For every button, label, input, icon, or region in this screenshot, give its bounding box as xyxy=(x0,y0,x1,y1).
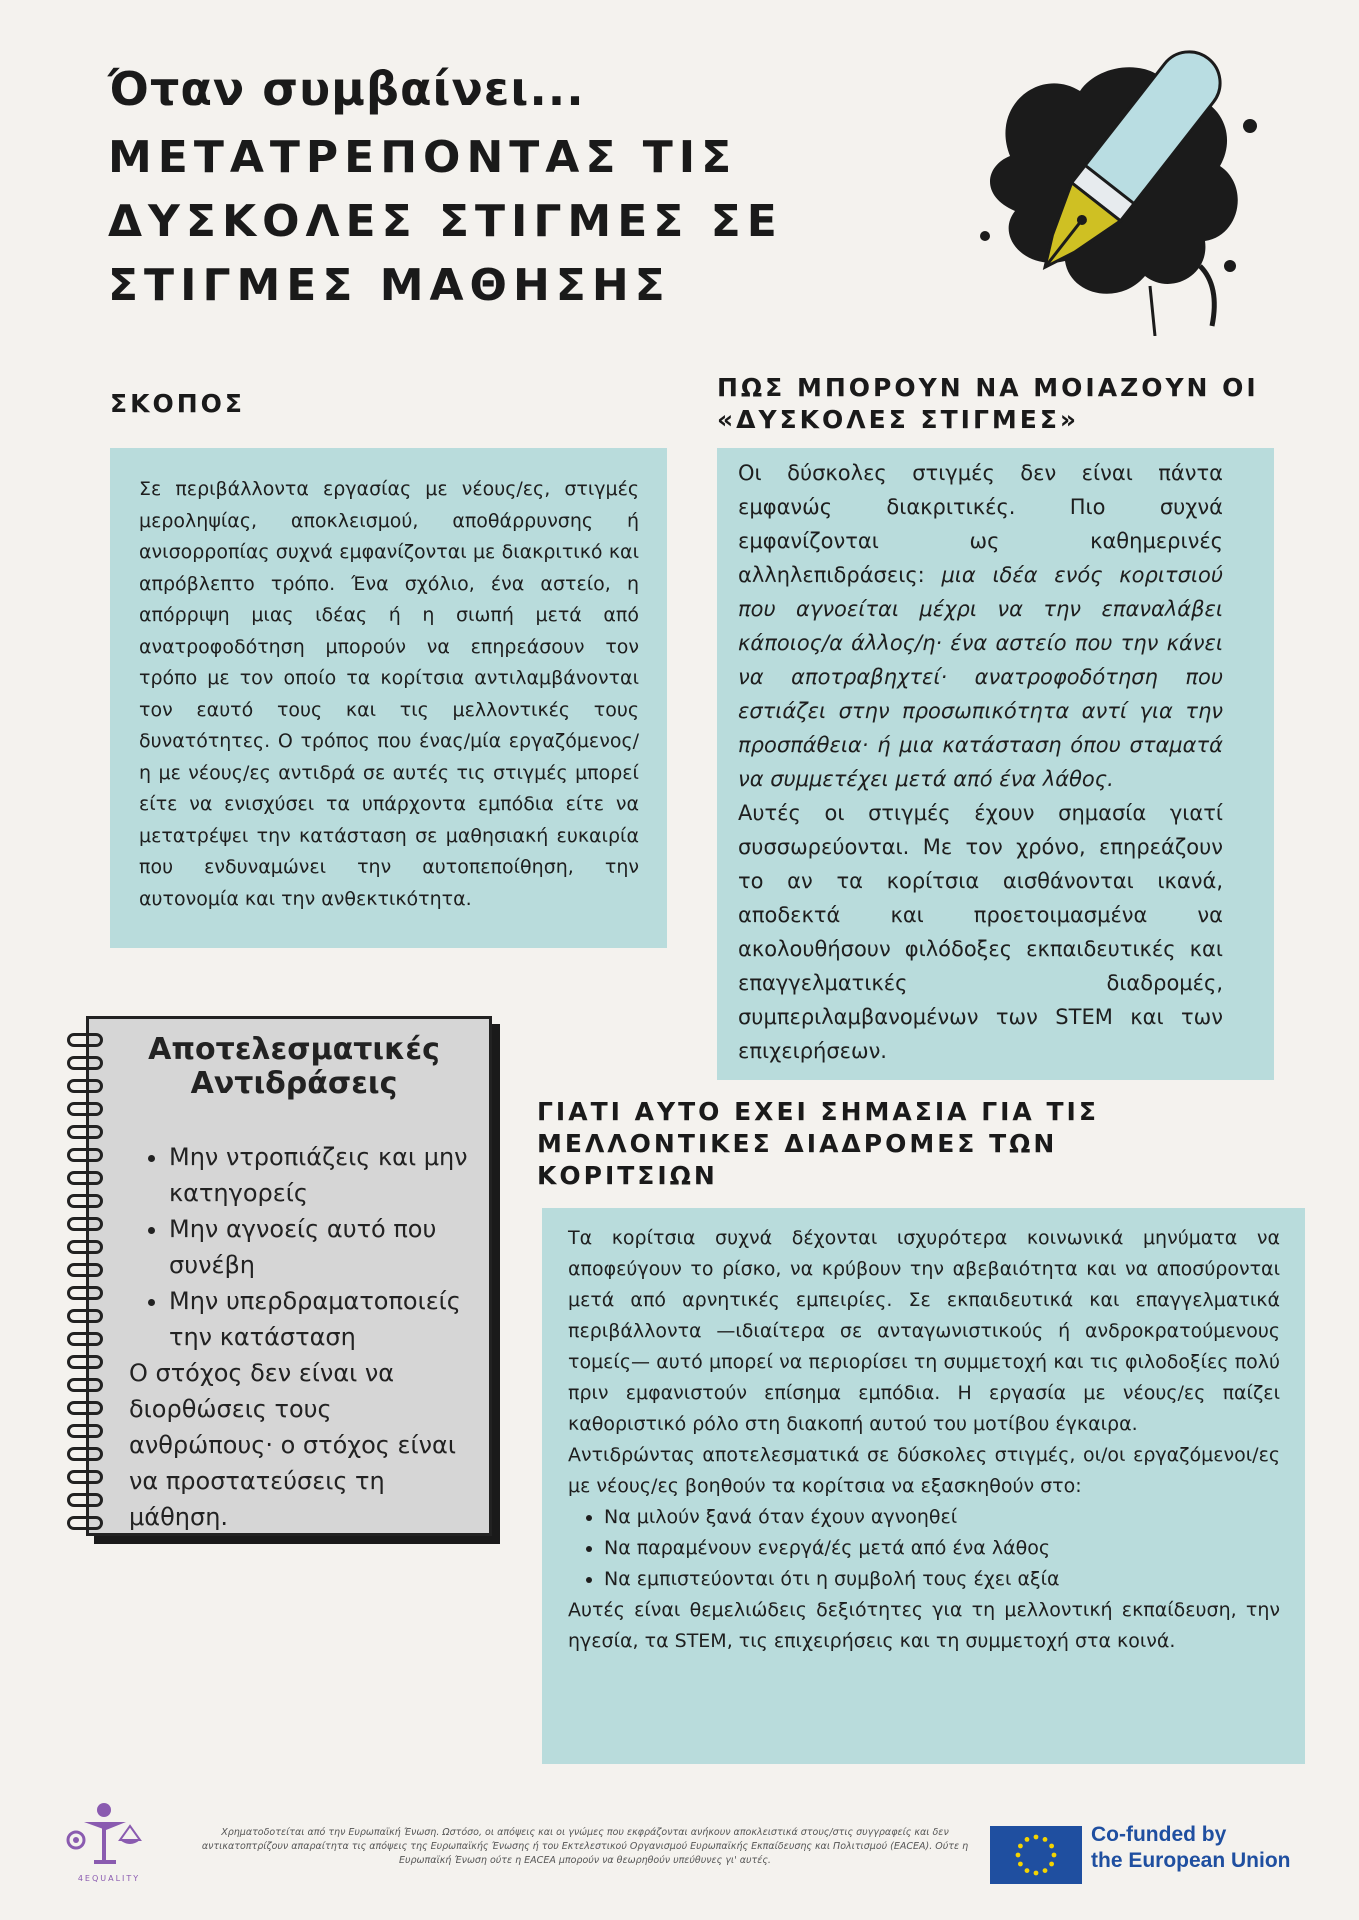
list-item: • Να εμπιστεύονται ότι η συμβολή τους έχει αξία xyxy=(604,1564,1280,1595)
fountain-pen-ink-splash-icon xyxy=(950,36,1280,336)
list-item: • Μην αγνοείς αυτό που συνέβη xyxy=(169,1211,479,1283)
why-panel xyxy=(542,1208,1305,1764)
purpose-text: Σε περιβάλλοντα εργασίας με νέους/ες, στιγμές μεροληψίας, αποκλεισμού, αποθάρρυνσης ή ανισορροπίας συχνά εμφανίζονται με διακριτικό και απρόβλεπτο τρόπο. Ένα σχόλιο, ένα αστείο, η απόρριψη μιας ιδέας ή η σιωπή μετά από ανατροφοδότηση μπορούν να επηρεάσουν τον τρόπο με τον οποίο τα κορίτσια αντιλαμβάνονται τον εαυτό τους και τις μελλοντικές τους δυνατότητες. Ο τρόπος που ένας/μία εργαζόμενος/η με νέους/ες αντιδρά σε αυτές τις στιγμές μπορεί είτε να ενισχύσει τα υπάρχοντα εμπόδια είτε να μετατρέψει την κατάσταση σε μαθησιακή ευκαιρία που ενδυναμώνει την αυτοπεποίθηση, την αυτονομία και την ανθεκτικότητα. xyxy=(139,478,639,910)
page-title: ΜΕΤΑΤΡΕΠΟΝΤΑΣ ΤΙΣ ΔΥΣΚΟΛΕΣ ΣΤΙΓΜΕΣ ΣΕ ΣΤΙΓΜΕΣ ΜΑΘΗΣΗΣ xyxy=(108,132,783,311)
moments-text2: Αυτές οι στιγμές έχουν σημασία γιατί συσσωρεύονται. Με τον χρόνο, επηρεάζουν το αν τα κορίτσια αισθάνονται ικανά, αποδεκτά και προετοιμασμένα να ακολουθήσουν φιλόδοξες εκπαιδευτικές και επαγγελματικές διαδρομές, συμπεριλαμβανομένων των STEM και των επιχειρήσεων. xyxy=(738,801,1223,1063)
moments-intro: Οι δύσκολες στιγμές δεν είναι πάντα εμφανώς διακριτικές. Πιο συχνά εμφανίζονται ως καθημερινές αλληλεπιδράσεις: xyxy=(738,461,1223,587)
subtitle: Όταν συμβαίνει... xyxy=(108,62,585,116)
notebook-title: Αποτελεσματικές Αντιδράσεις xyxy=(148,1032,440,1101)
effective-responses-notebook xyxy=(86,1016,492,1536)
logo-text: 4EQUALITY xyxy=(77,1874,141,1883)
responses-list xyxy=(129,1139,479,1355)
list-item: • Μην υπερδραματοποιείς την κατάσταση xyxy=(169,1283,479,1355)
notebook-body xyxy=(129,1139,479,1535)
list-item: • Να μιλούν ξανά όταν έχουν αγνοηθεί xyxy=(604,1502,1280,1533)
purpose-panel xyxy=(110,448,667,948)
responses-closing: Ο στόχος δεν είναι να διορθώσεις τους ανθρώπους· ο στόχος είναι να προστατεύσεις τη μάθηση. xyxy=(129,1359,456,1531)
why-text1: Τα κορίτσια συχνά δέχονται ισχυρότερα κοινωνικά μηνύματα να αποφεύγουν το ρίσκο, να κρύβουν την αβεβαιότητα και να αποσύρονται μετά από αρνητικές εμπειρίες. Σε εκπαιδευτικά και επαγγελματικά περιβάλλοντα —ιδιαίτερα σε ανταγωνιστικούς ή ανδροκρατούμενους τομείς— αυτό μπορεί να περιορίσει τη συμμετοχή και τις φιλοδοξίες πολύ πριν εμφανιστούν επίσημα εμπόδια. Η εργασία με νέους/ες παίζει καθοριστικό ρόλο στη διακοπή αυτού του μοτίβου έγκαιρα. xyxy=(568,1227,1280,1435)
list-item: • Να παραμένουν ενεργά/ές μετά από ένα λάθος xyxy=(604,1533,1280,1564)
eu-line1: Co-funded by xyxy=(1091,1823,1227,1846)
moments-examples: μια ιδέα ενός κοριτσιού που αγνοείται μέχρι να την επαναλάβει κάποιος/α άλλος/η· ένα αστείο που την κάνει να αποτραβηχτεί· ανατροφοδότηση που εστιάζει στην προσωπικότητα αντί για την προσπάθεια· ή μια κατάσταση όπου σταματά να συμμετέχει μετά από ένα λάθος. xyxy=(738,563,1223,791)
eu-flag-icon xyxy=(990,1826,1082,1884)
section-heading-why: ΓΙΑΤΙ ΑΥΤΟ ΕΧΕΙ ΣΗΜΑΣΙΑ ΓΙΑ ΤΙΣ ΜΕΛΛΟΝΤΙΚΕΣ ΔΙΑΔΡΟΜΕΣ ΤΩΝ ΚΟΡΙΤΣΙΩΝ xyxy=(537,1097,1099,1190)
section-heading-purpose: ΣΚΟΠΟΣ xyxy=(110,389,245,418)
disclaimer: Χρηματοδοτείται από την Ευρωπαϊκή Ένωση. Ωστόσο, οι απόψεις και οι γνώμες που εκφράζονται ανήκουν αποκλειστικά στους/στις συγγραφείς και δεν αντικατοπτρίζουν απαραίτητα τις απόψεις της Ευρωπαϊκής Ένωσης ή του Εκτελεστικού Οργανισμού Ευρωπαϊκής Εκπαίδευσης και Πολιτισμού (EACEA). Ούτε η Ευρωπαϊκή Ένωση ούτε η EACEA μπορούν να θεωρηθούν υπεύθυνες γι' αυτές. xyxy=(201,1827,969,1866)
why-list xyxy=(568,1502,1280,1595)
moments-text xyxy=(738,456,1223,796)
eu-cofunded-label xyxy=(1091,1822,1291,1874)
eu-line2: the European Union xyxy=(1091,1849,1291,1872)
4equality-logo-icon xyxy=(62,1800,154,1872)
why-text2: Αντιδρώντας αποτελεσματικά σε δύσκολες στιγμές, οι/οι εργαζόμενοι/ες με νέους/ες βοηθούν τα κορίτσια να εξασκηθούν στο: xyxy=(568,1444,1280,1497)
why-text3: Αυτές είναι θεμελιώδεις δεξιότητες για τη μελλοντική εκπαίδευση, την ηγεσία, τα STEM, τις επιχειρήσεις και τη συμμετοχή στα κοινά. xyxy=(568,1599,1280,1652)
moments-panel xyxy=(717,448,1274,1080)
list-item: • Μην ντροπιάζεις και μην κατηγορείς xyxy=(169,1139,479,1211)
section-heading-moments: ΠΩΣ ΜΠΟΡΟΥΝ ΝΑ ΜΟΙΑΖΟΥΝ ΟΙ «ΔΥΣΚΟΛΕΣ ΣΤΙΓΜΕΣ» xyxy=(717,373,1259,434)
